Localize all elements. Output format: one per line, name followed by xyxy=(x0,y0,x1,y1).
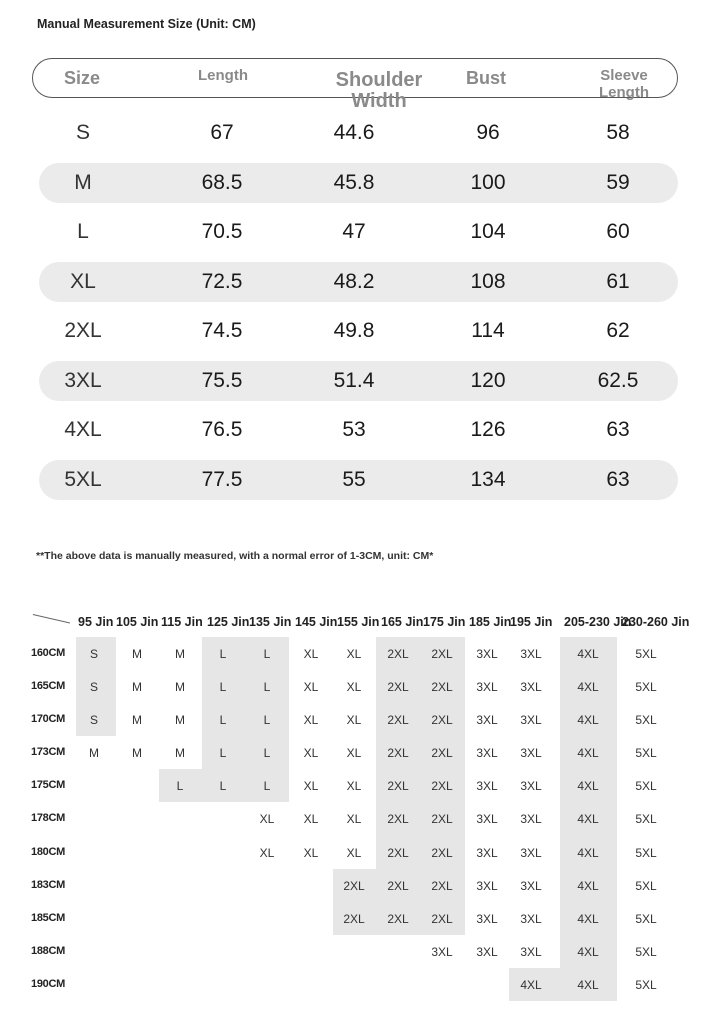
recommended-size: 2XL xyxy=(431,680,453,694)
recommended-size: 4XL xyxy=(577,912,599,926)
measurement-value: 44.6 xyxy=(333,121,375,144)
header-sleeve-length xyxy=(582,67,666,101)
recommended-size: 5XL xyxy=(635,912,657,926)
measurement-value: 126 xyxy=(470,418,506,441)
weight-header: 205-230 Jin xyxy=(564,615,632,629)
weight-header: 175 Jin xyxy=(423,615,466,629)
recommended-size: XL xyxy=(303,680,319,694)
measurement-value: 77.5 xyxy=(201,467,243,491)
header-size xyxy=(52,70,112,87)
recommended-size: 5XL xyxy=(635,978,657,992)
recommended-size: 4XL xyxy=(577,779,599,793)
weight-header: 125 Jin xyxy=(207,615,250,629)
recommended-size: XL xyxy=(346,680,362,694)
recommended-size: S xyxy=(89,680,99,694)
weight-header: 155 Jin xyxy=(337,615,380,629)
recommended-size: L xyxy=(263,779,271,793)
recommended-size: 3XL xyxy=(520,647,542,661)
size-label: S xyxy=(75,121,91,144)
recommended-size: XL xyxy=(346,812,362,826)
recommended-size: 2XL xyxy=(431,846,453,860)
recommended-size: 5XL xyxy=(635,812,657,826)
height-header: 170CM xyxy=(31,713,65,725)
height-header: 173CM xyxy=(31,746,65,758)
measurement-value: 108 xyxy=(470,269,506,293)
recommended-size: XL xyxy=(303,746,319,760)
recommended-size: 2XL xyxy=(343,912,365,926)
recommended-size: 3XL xyxy=(476,846,498,860)
recommended-size: 3XL xyxy=(476,746,498,760)
height-header: 178CM xyxy=(31,812,65,824)
height-header: 175CM xyxy=(31,779,65,791)
recommended-size: 3XL xyxy=(520,879,542,893)
weight-header: 95 Jin xyxy=(78,615,114,629)
recommended-size: 2XL xyxy=(387,647,409,661)
recommended-size: 5XL xyxy=(635,680,657,694)
measurement-note: **The above data is manually measured, with a normal error of 1-3CM, unit: CM* xyxy=(36,550,434,562)
recommended-size: L xyxy=(219,779,227,793)
recommended-size: 5XL xyxy=(635,713,657,727)
recommended-size: L xyxy=(263,647,271,661)
height-header: 160CM xyxy=(31,647,65,659)
measurement-value: 55 xyxy=(342,467,366,491)
recommended-size: M xyxy=(175,647,185,661)
height-header: 165CM xyxy=(31,680,65,692)
recommended-size: 4XL xyxy=(577,746,599,760)
grid-corner-divider xyxy=(33,614,70,624)
measurement-value: 76.5 xyxy=(201,418,243,441)
recommended-size: 3XL xyxy=(476,779,498,793)
recommended-size: 2XL xyxy=(431,812,453,826)
measurement-value: 74.5 xyxy=(201,319,243,342)
recommended-size: XL xyxy=(303,713,319,727)
recommended-size: 3XL xyxy=(520,680,542,694)
measurement-value: 63 xyxy=(606,467,630,491)
recommended-size: M xyxy=(175,680,185,694)
header-shoulder-line1: Shoulder xyxy=(335,69,423,91)
recommended-size: 2XL xyxy=(431,647,453,661)
header-sleeve-line2: Length xyxy=(599,84,649,101)
recommended-size: 4XL xyxy=(577,680,599,694)
recommended-size: L xyxy=(219,647,227,661)
recommended-size: 2XL xyxy=(431,713,453,727)
recommended-size: XL xyxy=(346,746,362,760)
header-shoulder-line2: Width xyxy=(351,90,407,112)
recommended-size: XL xyxy=(346,647,362,661)
recommended-size: L xyxy=(176,779,184,793)
measurement-value: 62 xyxy=(606,319,630,342)
weight-header: 185 Jin xyxy=(469,615,512,629)
measurement-value: 53 xyxy=(342,418,366,441)
recommended-size: S xyxy=(89,713,99,727)
recommended-size: 2XL xyxy=(387,846,409,860)
recommended-size: 4XL xyxy=(577,647,599,661)
recommended-size: M xyxy=(132,680,142,694)
page-title: Manual Measurement Size (Unit: CM) xyxy=(37,17,256,31)
size-label: XL xyxy=(70,269,96,293)
recommended-size: 3XL xyxy=(476,945,498,959)
recommended-size: 2XL xyxy=(387,912,409,926)
recommended-size: M xyxy=(132,647,142,661)
recommended-size: 4XL xyxy=(577,713,599,727)
header-length xyxy=(182,67,264,84)
recommended-size: 3XL xyxy=(476,912,498,926)
recommended-size: XL xyxy=(303,846,319,860)
height-header: 180CM xyxy=(31,846,65,858)
measurement-value: 58 xyxy=(606,121,630,144)
height-header: 183CM xyxy=(31,879,65,891)
measurement-value: 48.2 xyxy=(333,269,375,293)
size-label: L xyxy=(77,220,89,243)
measurement-value: 61 xyxy=(606,269,630,293)
header-bust xyxy=(450,70,522,87)
measurement-value: 51.4 xyxy=(333,368,375,392)
weight-header: 115 Jin xyxy=(161,615,203,629)
size-label: 5XL xyxy=(64,467,102,491)
recommended-size: 3XL xyxy=(520,912,542,926)
measurement-value: 75.5 xyxy=(201,368,243,392)
recommended-size: XL xyxy=(259,846,275,860)
recommended-size: 4XL xyxy=(577,846,599,860)
recommended-size: XL xyxy=(303,779,319,793)
recommended-size: 2XL xyxy=(387,746,409,760)
recommended-size: 5XL xyxy=(635,779,657,793)
recommended-size: XL xyxy=(259,812,275,826)
recommended-size: 5XL xyxy=(635,846,657,860)
recommended-size: XL xyxy=(303,647,319,661)
recommended-size: 2XL xyxy=(387,879,409,893)
header-bust-line1: Bust xyxy=(466,68,506,88)
size-label: 4XL xyxy=(64,418,102,441)
size-label: 3XL xyxy=(64,368,102,392)
weight-header: 105 Jin xyxy=(116,615,159,629)
recommended-size: L xyxy=(263,680,271,694)
recommended-size: 3XL xyxy=(520,713,542,727)
recommended-size: M xyxy=(89,746,99,760)
measurement-value: 72.5 xyxy=(201,269,243,293)
recommended-size: 2XL xyxy=(387,680,409,694)
recommended-size: M xyxy=(175,713,185,727)
recommended-size: 2XL xyxy=(387,812,409,826)
measurement-value: 120 xyxy=(470,368,506,392)
recommended-size: M xyxy=(175,746,185,760)
recommended-size: 3XL xyxy=(476,713,498,727)
recommended-size: L xyxy=(263,713,271,727)
header-length-line1: Length xyxy=(198,67,248,84)
recommended-size: 4XL xyxy=(577,812,599,826)
recommended-size: 5XL xyxy=(635,945,657,959)
recommended-size: 2XL xyxy=(343,879,365,893)
recommended-size: 4XL xyxy=(520,978,542,992)
recommended-size: 3XL xyxy=(520,812,542,826)
recommended-size: 3XL xyxy=(520,746,542,760)
recommended-size: M xyxy=(132,713,142,727)
recommended-size: 3XL xyxy=(476,680,498,694)
measurement-value: 114 xyxy=(471,319,505,342)
recommended-size: 3XL xyxy=(476,879,498,893)
measurement-value: 63 xyxy=(606,418,630,441)
header-shoulder-width xyxy=(318,70,440,112)
measurement-value: 45.8 xyxy=(333,170,375,194)
recommended-size: 3XL xyxy=(431,945,453,959)
recommended-size: 4XL xyxy=(577,945,599,959)
measurement-value: 104 xyxy=(470,220,506,243)
recommended-size: 4XL xyxy=(577,978,599,992)
recommended-size: 3XL xyxy=(520,779,542,793)
measurement-value: 49.8 xyxy=(333,319,375,342)
size-group-shade xyxy=(202,637,290,802)
size-label: M xyxy=(74,170,92,194)
header-size-line1: Size xyxy=(63,68,101,88)
recommended-size: 5XL xyxy=(635,647,657,661)
recommended-size: S xyxy=(89,647,99,661)
weight-header: 195 Jin xyxy=(510,615,553,629)
measurement-value: 134 xyxy=(470,467,506,491)
recommended-size: L xyxy=(219,713,227,727)
height-header: 190CM xyxy=(31,978,65,990)
header-sleeve-line1: Sleeve xyxy=(600,67,648,84)
weight-header: 145 Jin xyxy=(295,615,338,629)
recommended-size: 3XL xyxy=(520,945,542,959)
measurement-value: 96 xyxy=(476,121,500,144)
recommended-size: L xyxy=(219,680,227,694)
recommended-size: 2XL xyxy=(431,779,453,793)
recommended-size: XL xyxy=(346,713,362,727)
measurement-value: 67 xyxy=(210,121,234,144)
measurement-value: 47 xyxy=(342,220,366,243)
measurement-value: 70.5 xyxy=(201,220,243,243)
height-header: 185CM xyxy=(31,912,65,924)
size-label: 2XL xyxy=(64,319,102,342)
weight-header: 135 Jin xyxy=(249,615,292,629)
recommended-size: M xyxy=(132,746,142,760)
recommended-size: 2XL xyxy=(431,879,453,893)
recommended-size: L xyxy=(219,746,227,760)
measurement-value: 68.5 xyxy=(201,170,243,194)
height-header: 188CM xyxy=(31,945,65,957)
recommended-size: 4XL xyxy=(577,879,599,893)
recommended-size: XL xyxy=(346,846,362,860)
measurement-value: 59 xyxy=(606,170,630,194)
recommended-size: 2XL xyxy=(431,912,453,926)
measurement-value: 62.5 xyxy=(597,368,639,392)
recommended-size: 3XL xyxy=(476,647,498,661)
weight-header: 165 Jin xyxy=(381,615,424,629)
recommended-size: 3XL xyxy=(520,846,542,860)
recommended-size: 5XL xyxy=(635,879,657,893)
recommended-size: 2XL xyxy=(387,713,409,727)
recommended-size: 3XL xyxy=(476,812,498,826)
recommended-size: 5XL xyxy=(635,746,657,760)
recommended-size: L xyxy=(263,746,271,760)
measurement-value: 60 xyxy=(606,220,630,243)
recommended-size: XL xyxy=(303,812,319,826)
weight-header: 230-260 Jin xyxy=(622,615,690,629)
recommended-size: XL xyxy=(346,779,362,793)
recommended-size: 2XL xyxy=(431,746,453,760)
recommended-size: 2XL xyxy=(387,779,409,793)
measurement-value: 100 xyxy=(470,170,506,194)
